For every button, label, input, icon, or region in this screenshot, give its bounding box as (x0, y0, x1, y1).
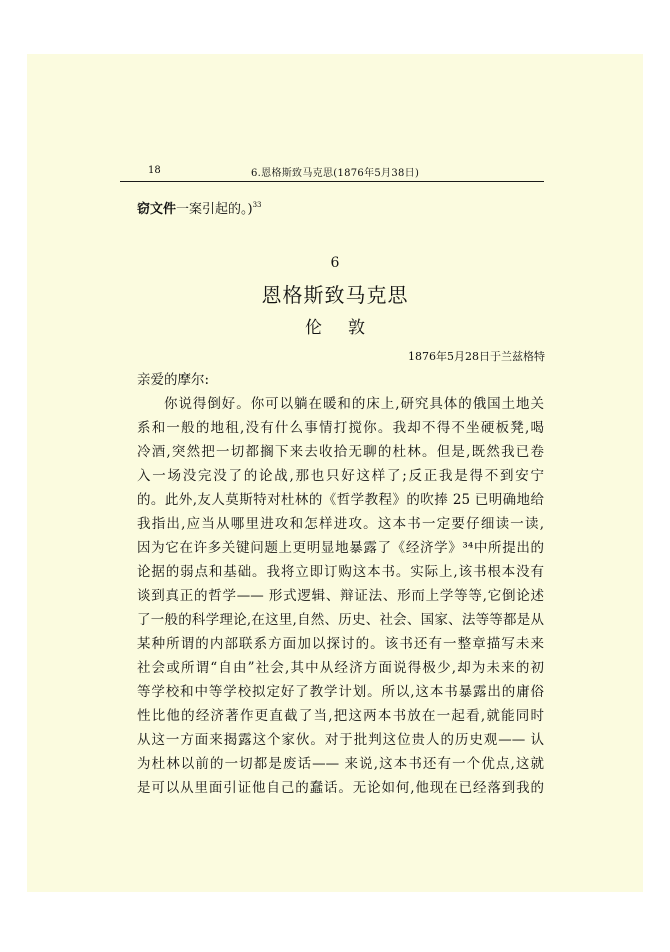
body-line: 我指出,应当从哪里进攻和怎样进攻。这本书一定要仔细读一读, (137, 516, 544, 532)
letter-body (137, 392, 544, 800)
body-line: 为杜林以前的一切都是废话—— 来说,这本书还有一个优点,这就 (137, 756, 544, 772)
running-head-title: 6.恩格斯致马克思(1876年5月38日) (251, 168, 420, 179)
body-line: 的。此外,友人莫斯特对杜林的《哲学教程》的吹捧 25 已明确地给 (137, 492, 544, 508)
body-line: 因为它在许多关键问题上更明显地暴露了《经济学》³⁴中所提出的 (137, 540, 544, 556)
carryover-bold-text: 窃文件 (137, 202, 177, 217)
body-line: 社会或所谓“自由”社会,其中从经济方面说得极少,却为未来的初 (137, 660, 544, 676)
letter-place: 伦敦 (305, 318, 391, 338)
body-line: 论据的弱点和基础。我将立即订购这本书。实际上,该书根本没有 (137, 564, 544, 580)
body-line: 等学校和中等学校拟定好了教学计划。所以,这本书暴露出的庸俗 (137, 684, 544, 700)
body-line: 是可以从里面引证他自己的蠢话。无论如何,他现在已经落到我的 (137, 780, 544, 796)
body-line: 性比他的经济著作更直截了当,把这两本书放在一起看,就能同时 (137, 708, 544, 724)
letter-salutation: 亲爱的摩尔: (137, 372, 210, 388)
carryover-text (137, 198, 262, 217)
body-line: 某种所谓的内部联系方面加以探讨的。该书还有一整章描写未来 (137, 636, 544, 652)
body-line: 谈到真正的哲学—— 形式逻辑、辩证法、形而上学等等,它倒论述 (137, 588, 544, 604)
carryover-plain-text: 一案引起的。) (176, 202, 253, 217)
body-line: 从这一方面来揭露这个家伙。对于批判这位贵人的历史观—— 认 (137, 732, 544, 748)
body-line: 系和一般的地租,没有什么事情打搅你。我却不得不坐硬板凳,喝 (137, 420, 544, 436)
body-line: 入一场没完没了的论战,那也只好这样了;反正我是得不到安宁 (137, 468, 544, 484)
letter-dateline: 1876年5月28日于兰兹格特 (408, 350, 545, 363)
body-line: 了一般的科学理论,在这里,自然、历史、社会、国家、法等等都是从 (137, 612, 544, 628)
letter-number: 6 (330, 255, 340, 271)
page-number: 18 (148, 165, 161, 176)
running-head (120, 107, 544, 182)
body-line: 冷酒,突然把一切都搁下来去收拾无聊的杜林。但是,既然我已卷 (137, 444, 544, 460)
body-line: 你说得倒好。你可以躺在暖和的床上,研究具体的俄国土地关 (164, 396, 544, 412)
note-reference: 33 (252, 201, 262, 209)
letter-title: 恩格斯致马克思 (261, 283, 409, 307)
